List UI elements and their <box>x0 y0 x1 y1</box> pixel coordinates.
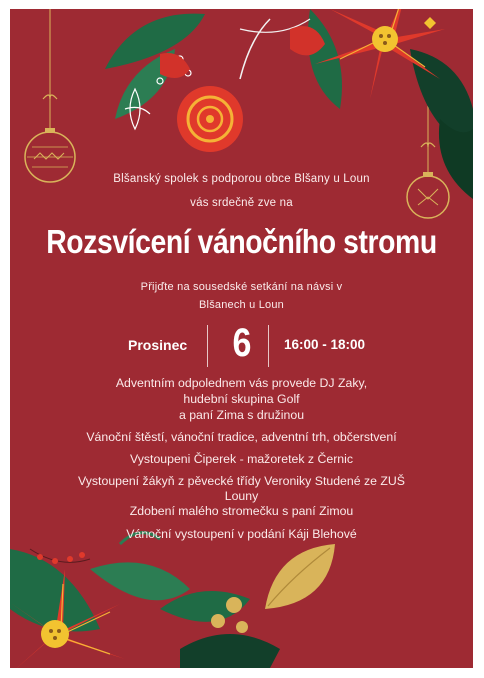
bottom-floral-cluster-icon <box>10 533 335 668</box>
date-divider-right <box>268 325 269 367</box>
ornament-right-icon <box>407 69 449 218</box>
program-item: Louny <box>224 489 259 503</box>
event-month: Prosinec <box>128 337 188 353</box>
organizer-line: Blšanský spolek s podporou obce Blšany u Loun <box>113 173 370 185</box>
program-item: a paní Zima s družinou <box>178 408 305 422</box>
invite-subtitle-line1: Přijďte na sousedské setkání na návsi v <box>140 281 343 293</box>
event-time: 16:00 - 18:00 <box>284 337 366 352</box>
invite-line: vás srdečně zve na <box>190 197 293 209</box>
program-item: hudební skupina Golf <box>183 392 300 406</box>
top-floral-cluster-icon <box>105 9 473 199</box>
event-day: 6 <box>232 321 252 365</box>
invite-subtitle-line2: Blšanech u Loun <box>199 299 284 311</box>
program-item: Vánoční vystoupení v podání Káji Blehové <box>126 527 357 541</box>
program-item: Vystoupení žákyň z pěvecké třídy Veroniky Studené ze ZUŠ <box>78 474 405 488</box>
program-item: Zdobení malého stromečku s paní Zimou <box>129 504 354 518</box>
date-row <box>10 323 473 369</box>
invitation-poster <box>10 9 473 668</box>
program-item: Vystoupeni Čiperek - mažoretek z Černic <box>129 452 354 466</box>
program-item: Adventním odpolednem vás provede DJ Zaky, <box>115 376 368 390</box>
ornament-left-icon <box>25 9 75 182</box>
date-divider-left <box>207 325 208 367</box>
program-item: Vánoční štěstí, vánoční tradice, adventní trh, občerstvení <box>86 430 397 444</box>
event-title: Rozsvícení vánočního stromu <box>46 223 437 260</box>
